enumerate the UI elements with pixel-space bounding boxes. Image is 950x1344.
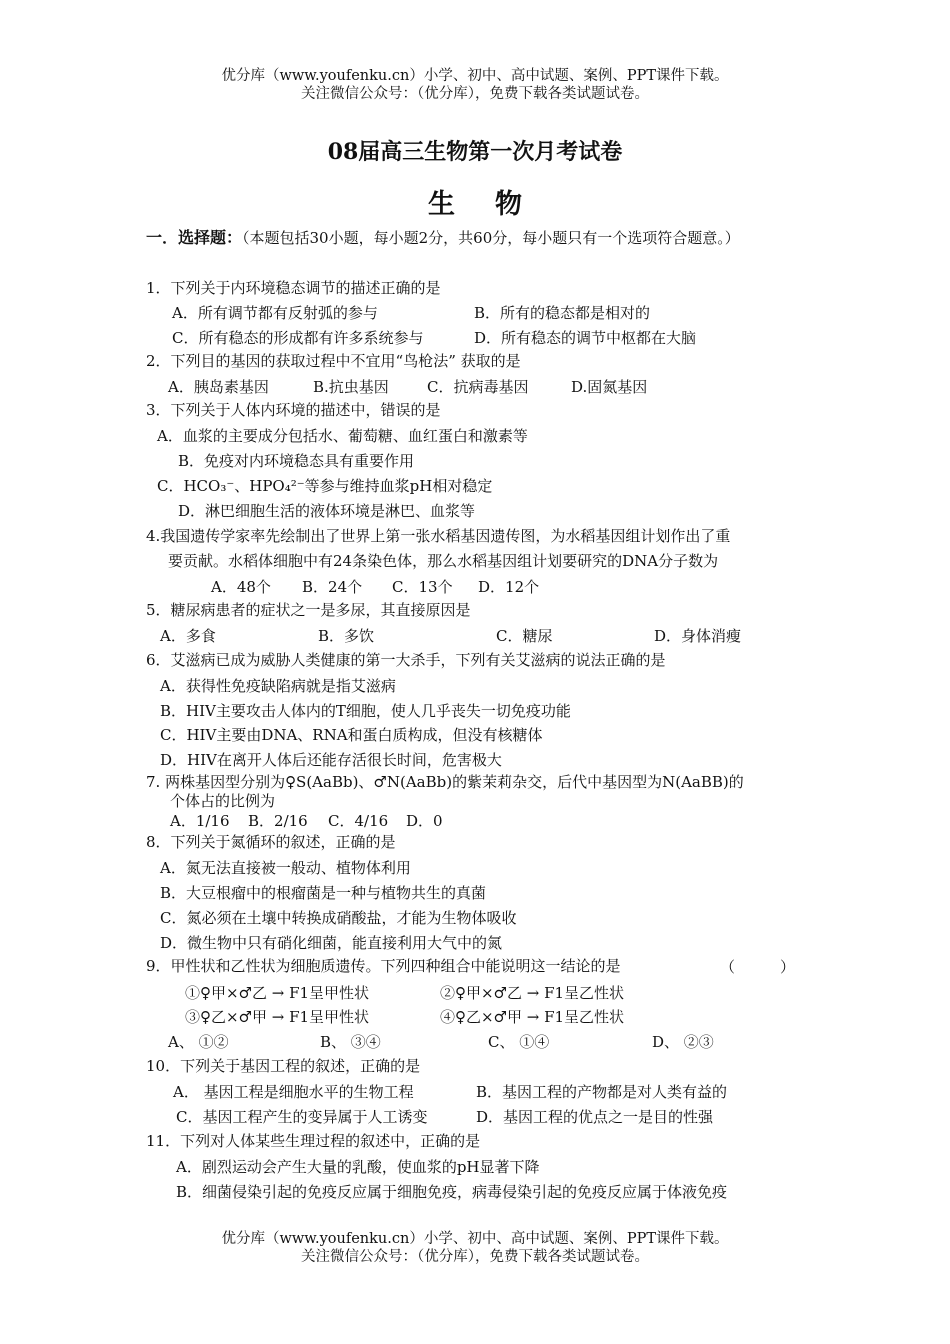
section-label: 一．选择题： xyxy=(146,228,243,247)
question-3-stem: 3．下列关于人体内环境的描述中，错误的是 xyxy=(146,401,441,419)
question-1-option-b: B．所有的稳态都是相对的 xyxy=(474,304,651,322)
page-title: 08届高三生物第一次月考试卷 xyxy=(327,139,623,165)
question-5-stem: 5．糖尿病患者的症状之一是多尿，其直接原因是 xyxy=(146,601,471,619)
question-9-stem: 9．甲性状和乙性状为细胞质遗传。下列四种组合中能说明这一结论的是 xyxy=(146,957,621,975)
question-11-stem: 11．下列对人体某些生理过程的叙述中，正确的是 xyxy=(146,1132,481,1150)
question-3-option-a: A．血浆的主要成分包括水、葡萄糖、血红蛋白和激素等 xyxy=(157,427,528,445)
question-6-option-b: B．HIV主要攻击人体内的T细胞，使人几乎丧失一切免疫功能 xyxy=(160,702,571,720)
question-7-option-a: A．1/16 xyxy=(170,812,230,830)
question-3-option-b: B．免疫对内环境稳态具有重要作用 xyxy=(178,452,415,470)
question-2-option-a: A．胰岛素基因 xyxy=(168,378,269,396)
question-10-option-a: A． 基因工程是细胞水平的生物工程 xyxy=(173,1083,414,1101)
question-6-stem: 6．艾滋病已成为威胁人类健康的第一大杀手，下列有关艾滋病的说法正确的是 xyxy=(146,651,666,669)
footer-line-1: 优分库（www.youfenku.cn）小学、初中、高中试题、案例、PPT课件下载。 xyxy=(221,1231,729,1247)
question-8-option-a: A．氮无法直接被一般动、植物体利用 xyxy=(160,859,411,877)
question-9-combo-2: ②♀甲×♂乙 → F1呈乙性状 xyxy=(440,984,625,1002)
question-1-option-c: C．所有稳态的形成都有许多系统参与 xyxy=(172,329,424,347)
question-9-combo-1: ①♀甲×♂乙 → F1呈甲性状 xyxy=(185,984,370,1002)
question-5-option-d: D．身体消瘦 xyxy=(654,627,742,645)
question-7-option-d: D．0 xyxy=(406,812,443,830)
question-5-option-b: B．多饮 xyxy=(318,627,375,645)
question-9-answer-blank: （ ） xyxy=(720,958,796,976)
page-subtitle: 生物 xyxy=(428,189,562,220)
header-line-1: 优分库（www.youfenku.cn）小学、初中、高中试题、案例、PPT课件下载。 xyxy=(221,68,729,84)
question-2-option-c: C．抗病毒基因 xyxy=(427,378,529,396)
question-5-option-c: C．糖尿 xyxy=(496,627,553,645)
question-9-option-d: D、 ②③ xyxy=(652,1033,714,1051)
question-9-combo-4: ④♀乙×♂甲 → F1呈乙性状 xyxy=(440,1008,625,1026)
question-4-option-d: D．12个 xyxy=(478,578,540,596)
question-1-option-d: D．所有稳态的调节中枢都在大脑 xyxy=(474,329,697,347)
question-7-option-c: C．4/16 xyxy=(328,812,389,830)
question-9-option-a: A、 ①② xyxy=(168,1033,229,1051)
question-6-option-d: D．HIV在离开人体后还能存活很长时间，危害极大 xyxy=(160,751,502,769)
question-4-option-a: A．48个 xyxy=(211,578,271,596)
question-6-option-a: A．获得性免疫缺陷病就是指艾滋病 xyxy=(160,677,396,695)
question-3-option-d: D．淋巴细胞生活的液体环境是淋巴、血浆等 xyxy=(178,502,476,520)
question-6-option-c: C．HIV主要由DNA、RNA和蛋白质构成，但没有核糖体 xyxy=(160,726,543,744)
question-1-stem: 1．下列关于内环境稳态调节的描述正确的是 xyxy=(146,279,441,297)
question-4-stem-line-1: 4.我国遗传学家率先绘制出了世界上第一张水稻基因遗传图，为水稻基因组计划作出了重 xyxy=(146,527,731,545)
question-7-stem-line-2: 个体占的比例为 xyxy=(170,792,276,810)
question-7-option-b: B．2/16 xyxy=(248,812,308,830)
footer-line-2: 关注微信公众号：（优分库），免费下载各类试题试卷。 xyxy=(301,1249,649,1265)
header-line-2: 关注微信公众号：（优分库），免费下载各类试题试卷。 xyxy=(301,86,649,102)
question-4-stem-line-2: 要贡献。水稻体细胞中有24条染色体，那么水稻基因组计划要研究的DNA分子数为 xyxy=(168,552,719,570)
question-2-option-b: B.抗虫基因 xyxy=(313,378,389,396)
question-11-option-b: B．细菌侵染引起的免疫反应属于细胞免疫，病毒侵染引起的免疫反应属于体液免疫 xyxy=(176,1183,728,1201)
question-8-option-b: B．大豆根瘤中的根瘤菌是一种与植物共生的真菌 xyxy=(160,884,487,902)
question-9-option-c: C、 ①④ xyxy=(488,1033,550,1051)
question-10-stem: 10．下列关于基因工程的叙述，正确的是 xyxy=(146,1057,421,1075)
question-11-option-a: A．剧烈运动会产生大量的乳酸，使血浆的pH显著下降 xyxy=(176,1158,540,1176)
section-desc: （本题包括30小题，每小题2分，共60分，每小题只有一个选项符合题意。） xyxy=(242,229,740,247)
question-4-option-c: C．13个 xyxy=(392,578,453,596)
question-8-option-d: D．微生物中只有硝化细菌，能直接利用大气中的氮 xyxy=(160,934,503,952)
question-8-option-c: C．氮必须在土壤中转换成硝酸盐，才能为生物体吸收 xyxy=(160,909,517,927)
question-2-stem: 2．下列目的基因的获取过程中不宜用“鸟枪法” 获取的是 xyxy=(146,352,521,370)
question-1-option-a: A．所有调节都有反射弧的参与 xyxy=(172,304,378,322)
question-9-combo-3: ③♀乙×♂甲 → F1呈甲性状 xyxy=(185,1008,370,1026)
question-8-stem: 8．下列关于氮循环的叙述，正确的是 xyxy=(146,833,396,851)
question-10-option-d: D．基因工程的优点之一是目的性强 xyxy=(476,1108,714,1126)
question-3-option-c: C．HCO₃⁻、HPO₄²⁻等参与维持血浆pH相对稳定 xyxy=(157,477,493,495)
question-10-option-b: B．基因工程的产物都是对人类有益的 xyxy=(476,1083,728,1101)
question-7-stem-line-1: 7. 两株基因型分别为♀S(AaBb)、♂N(AaBb)的紫茉莉杂交，后代中基因型为N(AaBB)的 xyxy=(146,773,744,791)
question-9-option-b: B、 ③④ xyxy=(320,1033,381,1051)
question-2-option-d: D.固氮基因 xyxy=(571,378,648,396)
section-heading xyxy=(146,225,816,251)
question-4-option-b: B．24个 xyxy=(302,578,363,596)
question-5-option-a: A．多食 xyxy=(160,627,216,645)
question-10-option-c: C．基因工程产生的变异属于人工诱变 xyxy=(176,1108,428,1126)
